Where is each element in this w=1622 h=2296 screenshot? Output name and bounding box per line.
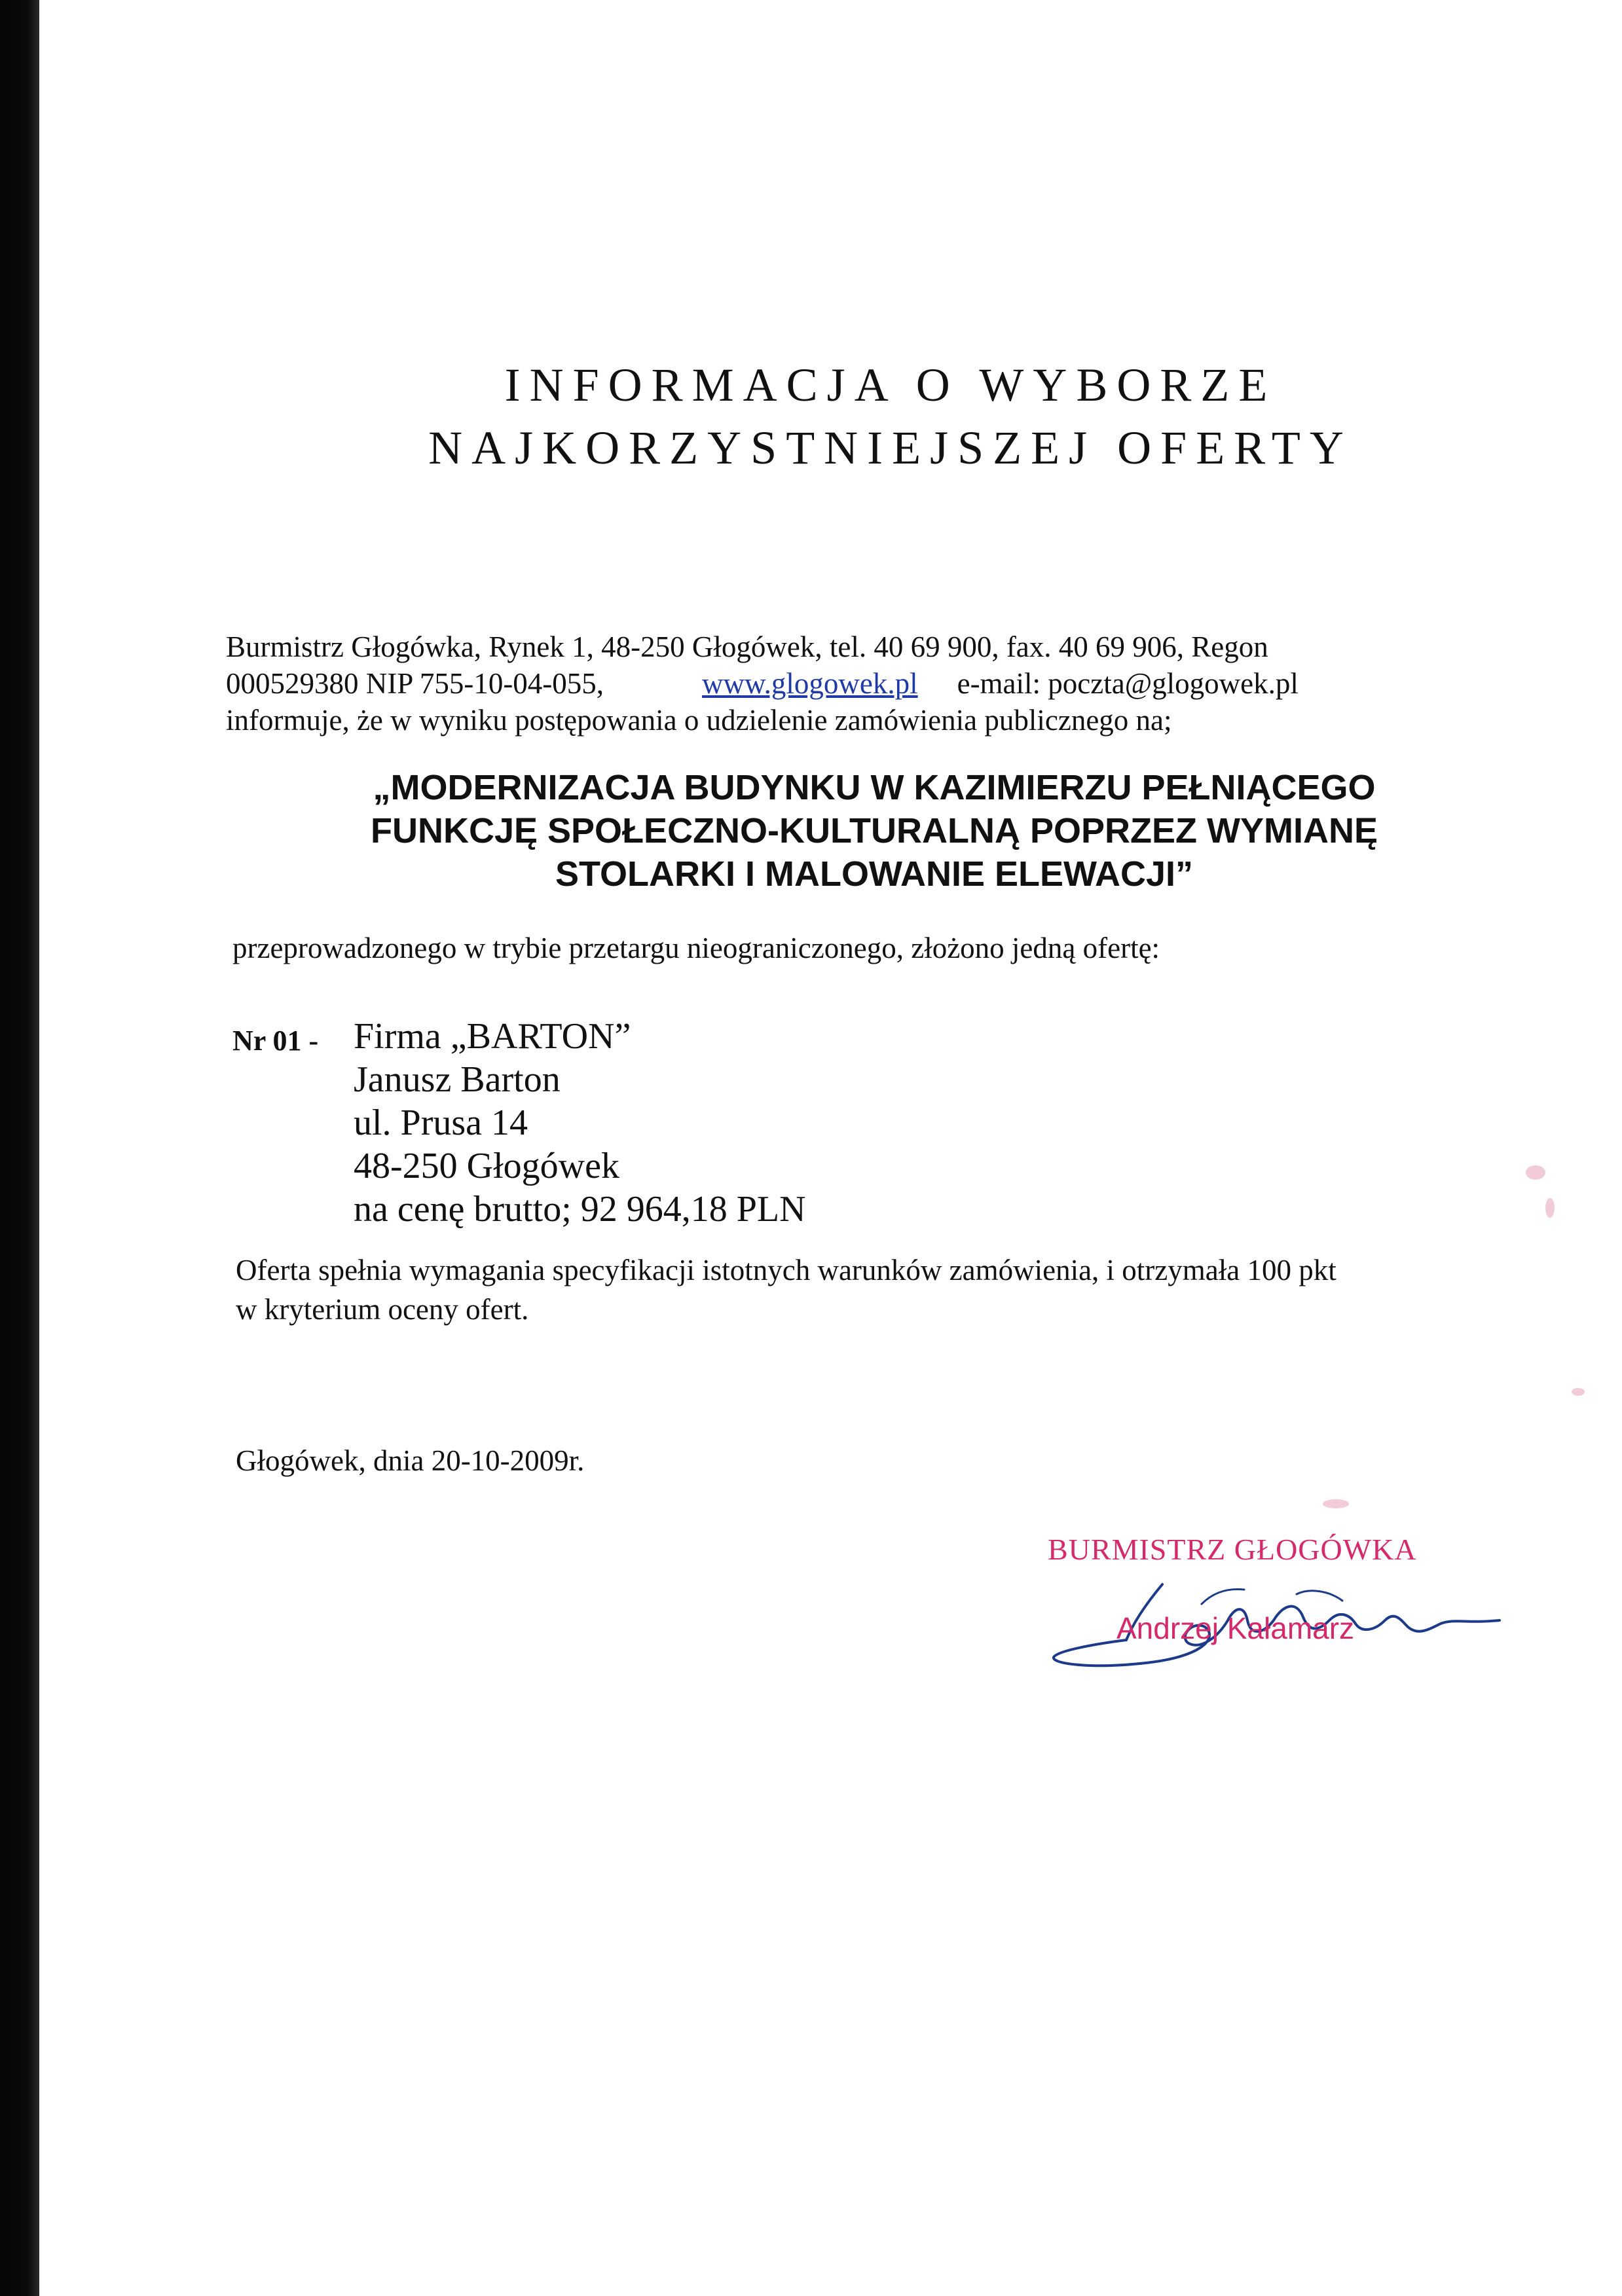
contract-subject [288,766,1460,896]
offer-details [354,1015,806,1231]
title-line-2: NAJKORZYSTNIEJSZEJ OFERTY [428,422,1353,474]
document-page [39,0,1622,2296]
offer-firm: Firma „BARTON” [354,1016,631,1057]
subject-line-2: FUNKCJĘ SPOŁECZNO-KULTURALNĄ POPRZEZ WYMIANĘ [371,811,1378,850]
subject-line-3: STOLARKI I MALOWANIE ELEWACJI” [555,854,1194,894]
stamp-name: Andrzej Kałamarz [1116,1611,1355,1645]
intro-paragraph [226,629,1509,738]
email-text: e-mail: poczta@glogowek.pl [957,667,1299,700]
procedure-text: przeprowadzonego w trybie przetargu nieograniczonego, złożono jedną ofertę: [232,932,1160,964]
document-date: Głogówek, dnia 20-10-2009r. [236,1444,585,1477]
scan-speck [1526,1165,1545,1180]
intro-ids: 000529380 NIP 755-10-04-055, [226,667,604,700]
scan-speck [1545,1198,1555,1218]
subject-line-1: „MODERNIZACJA BUDYNKU W KAZIMIERZU PEŁNIĄCEGO [373,768,1376,807]
offer-street: ul. Prusa 14 [354,1102,528,1143]
intro-line-2 [226,665,1509,702]
document-title [380,354,1401,479]
intro-line-1: Burmistrz Głogówka, Rynek 1, 48-250 Głogówek, tel. 40 69 900, fax. 40 69 906, Regon [226,630,1268,663]
offer-city: 48-250 Głogówek [354,1146,619,1186]
offer-price: na cenę brutto; 92 964,18 PLN [354,1189,806,1230]
offer-owner: Janusz Barton [354,1059,561,1100]
intro-line-3: informuje, że w wyniku postępowania o udzielenie zamówienia publicznego na; [226,704,1172,737]
title-line-1: INFORMACJA O WYBORZE [504,359,1277,411]
result-line-1: Oferta spełnia wymagania specyfikacji istotnych warunków zamówienia, i otrzymała 100 pkt [236,1254,1336,1286]
offer-number: Nr 01 - [232,1025,319,1057]
result-paragraph [236,1250,1545,1329]
scan-speck [1323,1499,1349,1508]
result-line-2: w kryterium oceny ofert. [236,1293,529,1326]
website-link[interactable]: www.glogowek.pl [702,667,918,700]
stamp-title: BURMISTRZ GŁOGÓWKA [1048,1533,1417,1566]
scan-dark-edge [0,0,39,2296]
scan-speck [1572,1388,1585,1396]
official-stamp [1048,1532,1506,1683]
